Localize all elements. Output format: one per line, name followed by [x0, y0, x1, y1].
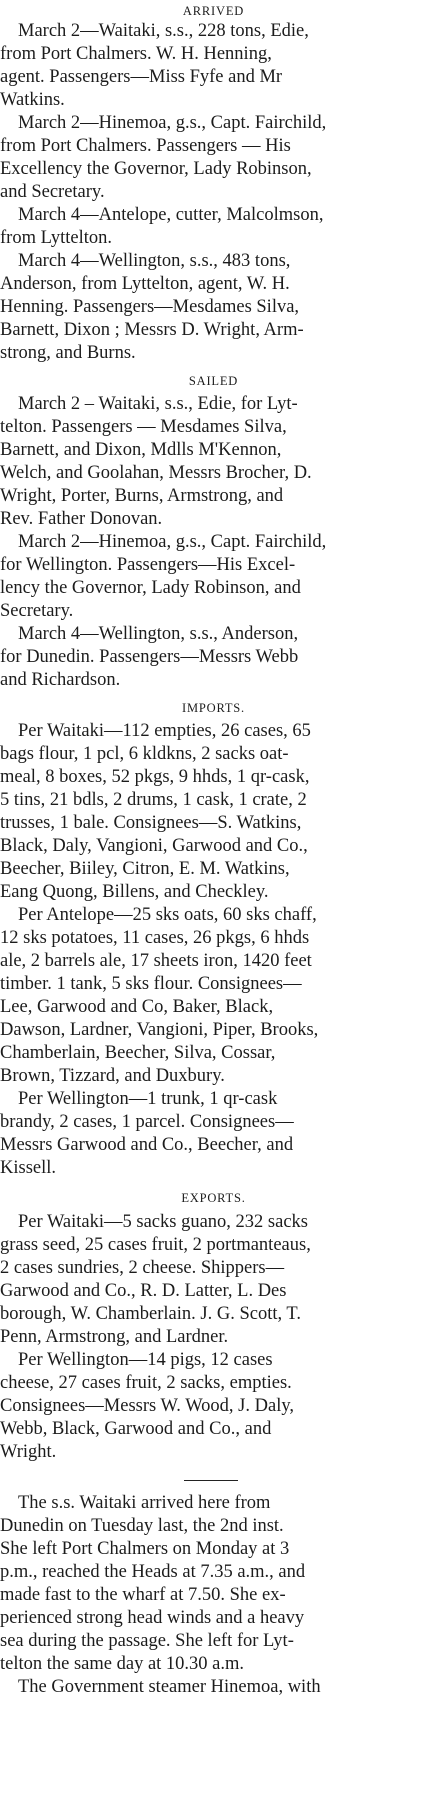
exports-entry-line: grass seed, 25 cases fruit, 2 portmanteaus,: [0, 1235, 311, 1255]
arrival-entry-line: March 2—Hinemoa, g.s., Capt. Fairchild,: [18, 113, 327, 133]
imports-entry-line: trusses, 1 bale. Consignees—S. Watkins,: [0, 813, 302, 833]
sailing-entry-line: Secretary.: [0, 601, 74, 621]
exports-entry-line: Per Wellington—14 pigs, 12 cases: [18, 1350, 273, 1370]
exports-entry-line: Garwood and Co., R. D. Latter, L. Des: [0, 1281, 287, 1301]
arrival-entry-line: Barnett, Dixon ; Messrs D. Wright, Arm-: [0, 320, 304, 340]
imports-entry-line: Black, Daly, Vangioni, Garwood and Co.,: [0, 836, 308, 856]
sailing-entry-line: for Wellington. Passengers—His Excel-: [0, 555, 296, 575]
imports-entry-line: Chamberlain, Beecher, Silva, Cossar,: [0, 1043, 276, 1063]
exports-entry-line: borough, W. Chamberlain. J. G. Scott, T.: [0, 1304, 301, 1324]
exports-entry-line: Per Waitaki—5 sacks guano, 232 sacks: [18, 1212, 309, 1232]
imports-entry-line: Lee, Garwood and Co, Baker, Black,: [0, 997, 274, 1017]
arrival-entry-line: and Secretary.: [0, 182, 105, 202]
news-paragraph-line: perienced strong head winds and a heavy: [0, 1608, 305, 1628]
imports-entry-line: Dawson, Lardner, Vangioni, Piper, Brooks,: [0, 1020, 319, 1040]
sailing-entry-line: and Richardson.: [0, 670, 121, 690]
news-paragraph-line: sea during the passage. She left for Lyt-: [0, 1631, 294, 1651]
news-paragraph-line: The s.s. Waitaki arrived here from: [18, 1493, 271, 1513]
arrival-entry-line: March 4—Wellington, s.s., 483 tons,: [18, 251, 291, 271]
arrival-entry-line: strong, and Burns.: [0, 343, 136, 363]
arrival-entry-line: March 4—Antelope, cutter, Malcolmson,: [18, 205, 324, 225]
heading-imports: IMPORTS.: [182, 701, 245, 715]
news-paragraph-line: The Government steamer Hinemoa, with: [18, 1677, 321, 1697]
heading-arrived: ARRIVED: [182, 4, 245, 18]
sailing-entry-line: telton. Passengers — Mesdames Silva,: [0, 417, 287, 437]
arrival-entry-line: from Port Chalmers. Passengers — His: [0, 136, 291, 156]
exports-entry-line: Consignees—Messrs W. Wood, J. Daly,: [0, 1396, 295, 1416]
imports-entry-line: Per Antelope—25 sks oats, 60 sks chaff,: [18, 905, 317, 925]
news-paragraph-line: She left Port Chalmers on Monday at 3: [0, 1539, 290, 1559]
imports-entry-line: Beecher, Biiley, Citron, E. M. Watkins,: [0, 859, 290, 879]
news-paragraph-line: p.m., reached the Heads at 7.35 a.m., and: [0, 1562, 306, 1582]
arrival-entry-line: Watkins.: [0, 90, 65, 110]
imports-entry-line: ale, 2 barrels ale, 17 sheets iron, 1420 feet: [0, 951, 312, 971]
exports-entry-line: cheese, 27 cases fruit, 2 sacks, empties.: [0, 1373, 292, 1393]
sailing-entry-line: Welch, and Goolahan, Messrs Brocher, D.: [0, 463, 312, 483]
exports-entry-line: Wright.: [0, 1442, 57, 1462]
news-paragraph-line: made fast to the wharf at 7.50. She ex-: [0, 1585, 286, 1605]
arrival-entry-line: Anderson, from Lyttelton, agent, W. H.: [0, 274, 290, 294]
sailing-entry-line: March 4—Wellington, s.s., Anderson,: [18, 624, 299, 644]
imports-entry-line: meal, 8 boxes, 52 pkgs, 9 hhds, 1 qr-cask,: [0, 767, 310, 787]
exports-entry-line: Webb, Black, Garwood and Co., and: [0, 1419, 272, 1439]
arrival-entry-line: from Port Chalmers. W. H. Henning,: [0, 44, 272, 64]
sailing-entry-line: March 2—Hinemoa, g.s., Capt. Fairchild,: [18, 532, 327, 552]
imports-entry-line: timber. 1 tank, 5 sks flour. Consignees—: [0, 974, 302, 994]
imports-entry-line: Kissell.: [0, 1158, 57, 1178]
section-divider: [184, 1480, 238, 1481]
exports-entry-line: 2 cases sundries, 2 cheese. Shippers—: [0, 1258, 285, 1278]
imports-entry-line: Per Wellington—1 trunk, 1 qr-cask: [18, 1089, 278, 1109]
arrival-entry-line: Excellency the Governor, Lady Robinson,: [0, 159, 312, 179]
arrival-entry-line: from Lyttelton.: [0, 228, 113, 248]
imports-entry-line: brandy, 2 cases, 1 parcel. Consignees—: [0, 1112, 294, 1132]
arrival-entry-line: Henning. Passengers—Mesdames Silva,: [0, 297, 300, 317]
imports-entry-line: Brown, Tizzard, and Duxbury.: [0, 1066, 225, 1086]
news-paragraph-line: telton the same day at 10.30 a.m.: [0, 1654, 245, 1674]
heading-sailed: SAILED: [188, 374, 239, 388]
arrival-entry-line: agent. Passengers—Miss Fyfe and Mr: [0, 67, 283, 87]
exports-entry-line: Penn, Armstrong, and Lardner.: [0, 1327, 229, 1347]
imports-entry-line: Eang Quong, Billens, and Checkley.: [0, 882, 269, 902]
sailing-entry-line: Wright, Porter, Burns, Armstrong, and: [0, 486, 284, 506]
imports-entry-line: 5 tins, 21 bdls, 2 drums, 1 cask, 1 crate, 2: [0, 790, 307, 810]
arrival-entry-line: March 2—Waitaki, s.s., 228 tons, Edie,: [18, 21, 309, 41]
imports-entry-line: 12 sks potatoes, 11 cases, 26 pkgs, 6 hhds: [0, 928, 310, 948]
imports-entry-line: Per Waitaki—112 empties, 26 cases, 65: [18, 721, 311, 741]
sailing-entry-line: March 2 – Waitaki, s.s., Edie, for Lyt-: [18, 394, 298, 414]
imports-entry-line: Messrs Garwood and Co., Beecher, and: [0, 1135, 294, 1155]
heading-exports: EXPORTS.: [181, 1191, 246, 1205]
sailing-entry-line: Rev. Father Donovan.: [0, 509, 163, 529]
news-paragraph-line: Dunedin on Tuesday last, the 2nd inst.: [0, 1516, 284, 1536]
imports-entry-line: bags flour, 1 pcl, 6 kldkns, 2 sacks oat-: [0, 744, 289, 764]
sailing-entry-line: lency the Governor, Lady Robinson, and: [0, 578, 301, 598]
sailing-entry-line: for Dunedin. Passengers—Messrs Webb: [0, 647, 299, 667]
sailing-entry-line: Barnett, and Dixon, Mdlls M'Kennon,: [0, 440, 282, 460]
